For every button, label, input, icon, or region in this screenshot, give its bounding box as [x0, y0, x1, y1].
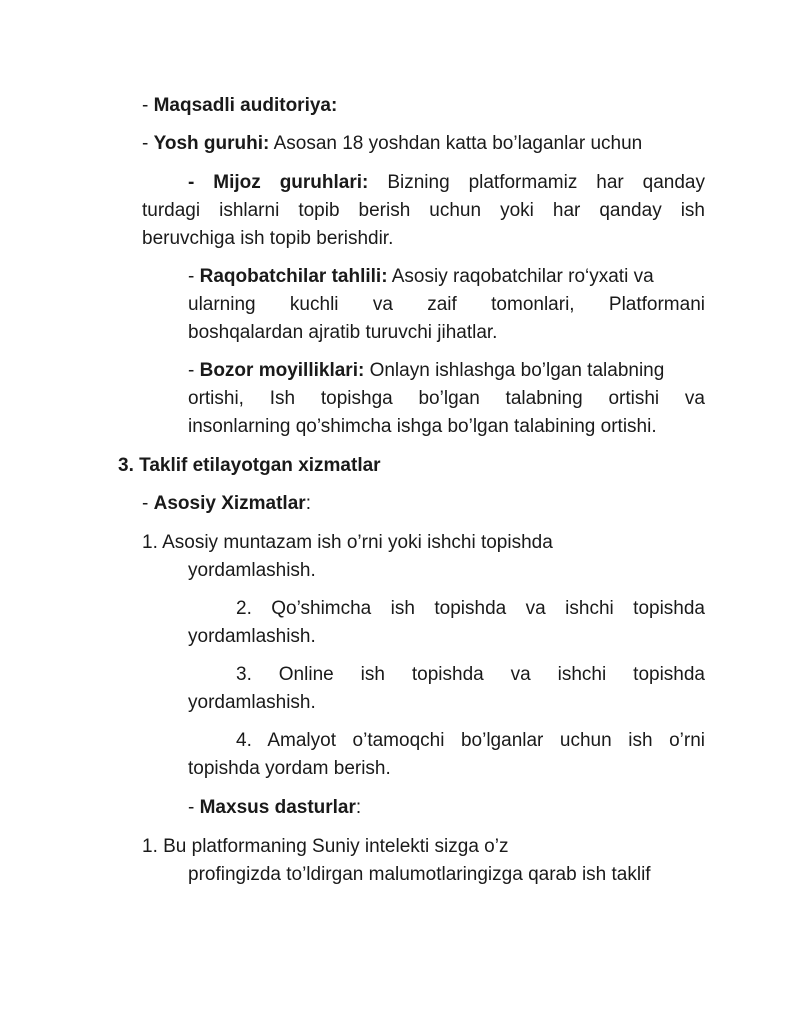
- special-list-item1-line2: profingizda to’ldirgan malumotlaringizga qarab ish taklif: [188, 864, 651, 885]
- age-group-line: - Yosh guruhi: Asosan 18 yoshdan katta bo’laganlar uchun: [142, 133, 643, 154]
- main-list-item4-line1: 4. Amalyot o’tamoqchi bo’lganlar uchun ish o’rni: [236, 730, 705, 751]
- main-list-item1-line1: 1. Asosiy muntazam ish o’rni yoki ishchi topishda: [142, 532, 553, 553]
- main-list-item2-line2: yordamlashish.: [188, 626, 316, 647]
- special-programs-heading: - Maxsus dasturlar:: [188, 797, 362, 818]
- special-programs-label: Maxsus dasturlar: [199, 797, 356, 818]
- main-services-heading: - Asosiy Xizmatlar:: [142, 493, 311, 514]
- market-trends-line1: - Bozor moyilliklari: Onlayn ishlashga bo’lgan talabning: [188, 360, 665, 381]
- main-services-label: Asosiy Xizmatlar: [153, 493, 306, 514]
- main-list-item3-line1: 3. Online ish topishda va ishchi topishda: [236, 664, 705, 685]
- main-list-item2-line1: 2. Qo’shimcha ish topishda va ishchi topishda: [236, 598, 705, 619]
- client-groups-line2: turdagi ishlarni topib berish uchun yoki har qanday ish: [142, 200, 705, 221]
- main-list-item1-line2: yordamlashish.: [188, 560, 316, 581]
- client-groups-line1: - Mijoz guruhlari: Bizning platformamiz har qanday: [188, 172, 705, 193]
- competitors-line3: boshqalardan ajratib turuvchi jihatlar.: [188, 322, 498, 343]
- target-audience-heading: - Maqsadli auditoriya:: [142, 95, 338, 116]
- competitors-label: Raqobatchilar tahlili:: [199, 266, 388, 287]
- market-trends-label: Bozor moyilliklari:: [199, 360, 365, 381]
- client-groups-line3: beruvchiga ish topib berishdir.: [142, 228, 394, 249]
- client-groups-label: - Mijoz guruhlari:: [188, 172, 369, 193]
- market-trends-line2: ortishi, Ish topishga bo’lgan talabning ortishi va: [188, 388, 705, 409]
- target-audience-label: Maqsadli auditoriya:: [153, 95, 338, 116]
- competitors-line1: - Raqobatchilar tahlili: Asosiy raqobatchilar ro‘yxati va: [188, 266, 654, 287]
- market-trends-line3: insonlarning qo’shimcha ishga bo’lgan talabining ortishi.: [188, 416, 657, 437]
- main-list-item4-line2: topishda yordam berish.: [188, 758, 391, 779]
- special-list-item1-line1: 1. Bu platformaning Suniy intelekti sizga o’z: [142, 836, 509, 857]
- age-group-label: Yosh guruhi:: [153, 133, 270, 154]
- main-list-item3-line2: yordamlashish.: [188, 692, 316, 713]
- competitors-line2: ularning kuchli va zaif tomonlari, Platformani: [188, 294, 705, 315]
- section3-title: 3. Taklif etilayotgan xizmatlar: [118, 455, 381, 476]
- age-group-text: Asosan 18 yoshdan katta bo’laganlar uchun: [269, 133, 643, 154]
